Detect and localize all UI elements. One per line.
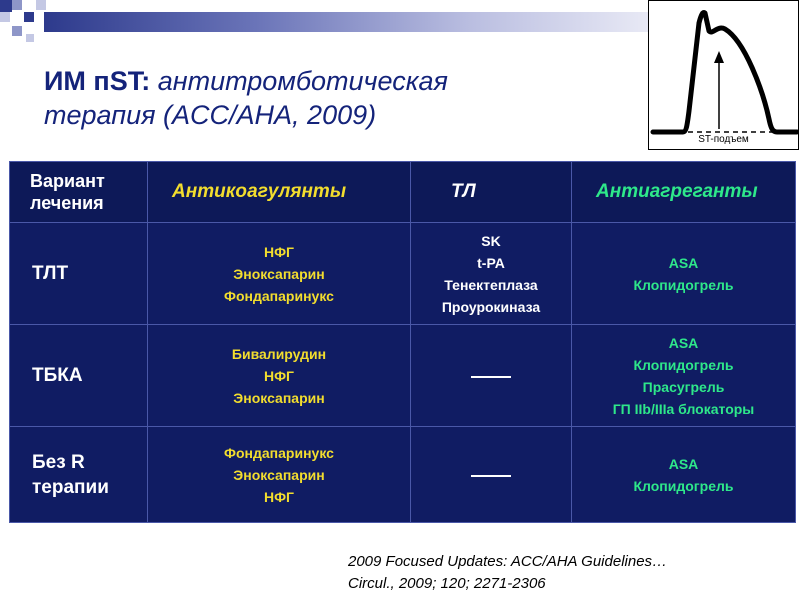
header-line: Вариант bbox=[30, 171, 105, 191]
drug: ASA bbox=[668, 455, 699, 472]
row-label-line: ТБКА bbox=[32, 365, 83, 386]
drug: SK bbox=[481, 232, 501, 249]
ecg-st-elevation-figure bbox=[648, 0, 799, 150]
header-line: лечения bbox=[30, 193, 104, 213]
drug: Проурокиназа bbox=[441, 298, 541, 315]
drug: ASA bbox=[668, 254, 699, 271]
drug: НФГ bbox=[264, 243, 294, 260]
reference-line1: 2009 Focused Updates: ACC/AHA Guidelines… bbox=[348, 553, 668, 570]
table-row bbox=[10, 427, 796, 523]
drug: Эноксапарин bbox=[233, 466, 325, 483]
row-label bbox=[10, 427, 148, 523]
drug: Фондапаринукс bbox=[224, 287, 334, 304]
drug: Клопидогрель bbox=[633, 356, 734, 373]
dash-mark bbox=[471, 376, 511, 378]
decor-square bbox=[0, 12, 10, 22]
dash-mark bbox=[471, 475, 511, 477]
table-row bbox=[10, 325, 796, 427]
cell-thrombolytics-empty bbox=[411, 325, 572, 427]
header-gradient-bar bbox=[44, 12, 648, 32]
drug: t-PA bbox=[477, 254, 505, 271]
ecg-waveform-icon bbox=[649, 1, 799, 151]
drug: Бивалирудин bbox=[231, 345, 327, 362]
cell-antiplatelets bbox=[572, 427, 796, 523]
title-bold: ИМ пST: bbox=[44, 66, 151, 96]
header-anticoagulants: Антикоагулянты bbox=[148, 162, 411, 223]
drug: ГП IIb/IIIa блокаторы bbox=[612, 400, 755, 417]
cell-antiplatelets bbox=[572, 223, 796, 325]
drug: Клопидогрель bbox=[633, 276, 734, 293]
drug: Фондапаринукс bbox=[224, 444, 334, 461]
ecg-label: ST-подъем bbox=[698, 134, 749, 145]
table-header-row bbox=[10, 162, 796, 223]
reference-citation bbox=[348, 551, 667, 595]
row-label bbox=[10, 325, 148, 427]
decor-square bbox=[0, 0, 12, 12]
cell-thrombolytics-empty bbox=[411, 427, 572, 523]
cell-anticoagulants bbox=[148, 223, 411, 325]
drug: Эноксапарин bbox=[233, 265, 325, 282]
drug: НФГ bbox=[264, 488, 294, 505]
slide-title bbox=[44, 64, 584, 132]
row-label-line: терапии bbox=[32, 476, 109, 498]
decor-square bbox=[24, 12, 34, 22]
header-treatment-variant bbox=[10, 162, 148, 223]
cell-antiplatelets bbox=[572, 325, 796, 427]
drug: Прасугрель bbox=[642, 378, 725, 395]
drug: НФГ bbox=[264, 367, 294, 384]
drug: Тенектеплаза bbox=[444, 276, 538, 293]
cell-thrombolytics bbox=[411, 223, 572, 325]
title-italic-line1: антитромботическая bbox=[150, 66, 448, 96]
cell-anticoagulants bbox=[148, 427, 411, 523]
decor-square bbox=[12, 0, 22, 10]
table-row bbox=[10, 223, 796, 325]
drug: Клопидогрель bbox=[633, 477, 734, 494]
reference-line2: Circul., 2009; 120; 2271-2306 bbox=[348, 575, 546, 592]
drug: Эноксапарин bbox=[233, 389, 325, 406]
row-label bbox=[10, 223, 148, 325]
decor-square bbox=[36, 0, 46, 10]
row-label-line: ТЛТ bbox=[32, 263, 69, 284]
header-thrombolytics: ТЛ bbox=[411, 162, 572, 223]
therapy-table bbox=[9, 161, 796, 523]
header-antiplatelets: Антиагреганты bbox=[572, 162, 796, 223]
decor-square bbox=[12, 26, 22, 36]
cell-anticoagulants bbox=[148, 325, 411, 427]
row-label-line: Без R bbox=[32, 451, 85, 473]
title-italic-line2: терапия (ACC/AHA, 2009) bbox=[44, 100, 377, 130]
decor-square bbox=[26, 34, 34, 42]
drug: ASA bbox=[668, 334, 699, 351]
